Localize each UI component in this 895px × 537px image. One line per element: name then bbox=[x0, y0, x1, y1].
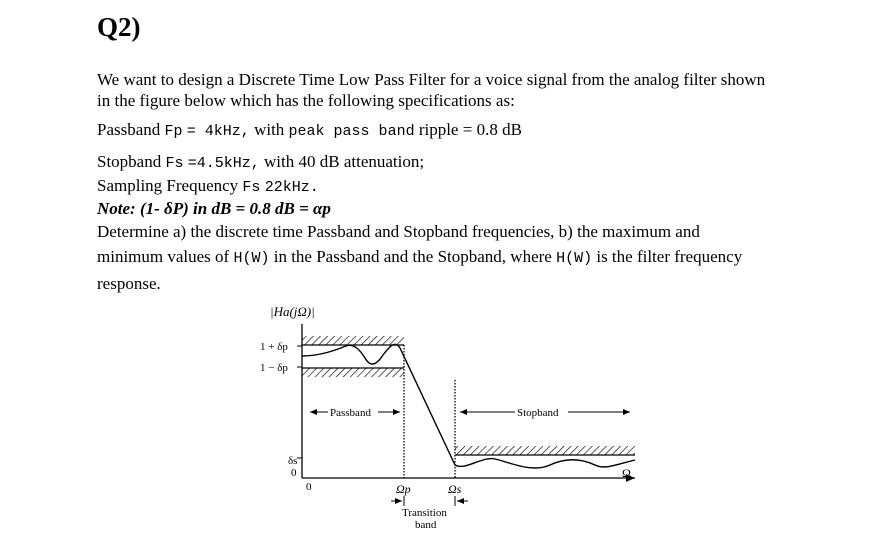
determine-text-a: minimum values of bbox=[97, 247, 230, 266]
passband-upper-hatch bbox=[302, 336, 404, 345]
omega-p-label: Ωp bbox=[396, 482, 411, 496]
passband-lower-hatch bbox=[302, 368, 404, 377]
stopband-label: Stopband bbox=[517, 407, 559, 419]
hw-symbol-1: H(W) bbox=[233, 250, 270, 267]
passband-spec bbox=[97, 120, 522, 140]
y-axis-label: |Ha(jΩ)| bbox=[270, 304, 315, 319]
note-line: Note: (1- δP) in dB = 0.8 dB = αp bbox=[97, 199, 331, 218]
sampling-label: Sampling Frequency bbox=[97, 176, 239, 195]
determine-text-c: in the Passband and the Stopband, where bbox=[273, 247, 552, 266]
determine-line-3: response. bbox=[97, 274, 161, 293]
determine-line-2 bbox=[97, 247, 742, 267]
y-tick-mid-label: 1 − δp bbox=[260, 362, 288, 374]
stopband-symbol: Fs bbox=[165, 155, 184, 172]
determine-line-1: Determine a) the discrete time Passband and Stopband frequencies, b) the maximum and bbox=[97, 222, 700, 241]
passband-ripple: ripple = 0.8 dB bbox=[418, 120, 522, 139]
y-zero-label: 0 bbox=[291, 467, 297, 479]
transition-label-1: Transition bbox=[402, 507, 447, 519]
passband-label: Passband bbox=[330, 407, 371, 419]
passband-symbol: Fp bbox=[164, 123, 183, 140]
stopband-hatch bbox=[455, 446, 635, 455]
stopband-label: Stopband bbox=[97, 152, 162, 171]
sampling-symbol: Fs bbox=[242, 179, 261, 196]
y-tick-top-label: 1 + δp bbox=[260, 341, 288, 353]
determine-text-e: is the filter frequency bbox=[596, 247, 743, 266]
y-tick-stop-label: δs bbox=[288, 455, 298, 467]
passband-label: Passband bbox=[97, 120, 161, 139]
hw-symbol-2: H(W) bbox=[556, 250, 593, 267]
filter-spec-diagram bbox=[250, 300, 650, 532]
passband-mono-text: peak pass band bbox=[288, 123, 415, 140]
sampling-spec bbox=[97, 176, 319, 196]
x-zero-label: 0 bbox=[306, 481, 312, 493]
intro-line-1: We want to design a Discrete Time Low Pass Filter for a voice signal from the analog filter shown bbox=[97, 70, 766, 89]
passband-value: = 4kHz, bbox=[186, 123, 250, 140]
x-axis-label: Ω bbox=[622, 466, 631, 480]
transition-label-2: band bbox=[415, 519, 437, 531]
stopband-spec bbox=[97, 152, 424, 172]
stopband-value: =4.5kHz, bbox=[187, 155, 260, 172]
stopband-rest: with 40 dB attenuation; bbox=[264, 152, 425, 171]
passband-with: with bbox=[254, 120, 285, 139]
intro-line-2: in the figure below which has the following specifications as: bbox=[97, 91, 515, 110]
omega-s-label: Ωs bbox=[448, 482, 462, 496]
sampling-value: 22kHz. bbox=[264, 179, 319, 196]
question-title: Q2) bbox=[97, 12, 141, 42]
